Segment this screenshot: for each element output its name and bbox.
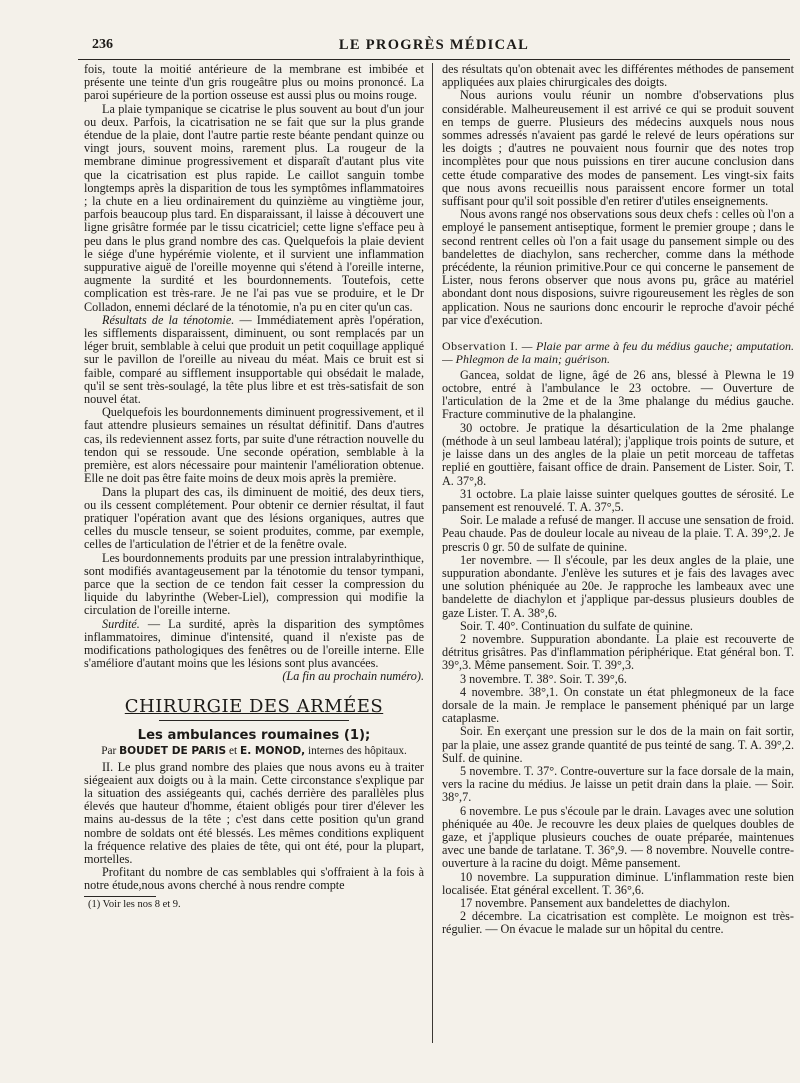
results-text: — Immédiatement après l'opération, les sifflements disparaissent, diminuent, ou sont remplacés par un léger bruit, semblable à celui que produit un petit coquillage appliqué sur le pavillon de l'oreille au niveau du méat. Mais ce bruit est si faible, comparé au sifflement insupportable qui obsédait le malade, qu'il se sent très-soulagé, la tête plus libre et est très-satisfait de son nouvel état. [84,312,424,407]
continued-note: (La fin au prochain numéro). [282,669,424,684]
paragraph-continuation: fois, toute la moitié antérieure de la membrane est imbibée et présente une teinte d'un gris rougeâtre plus ou moins prononcé. La paroi supérieure de la portion osseuse est aussi plus ou moins rouge. [84,63,424,103]
obs-paragraph-6: Soir. T. 40°. Continuation du sulfate de quinine. [460,618,693,633]
page-number: 236 [92,37,113,52]
paragraph-progressive: Quelquefois les bourdonnements diminuent progressivement, et il faut attendre plusieurs semaines un résultat définitif. Dans d'autres cas, ils redeviennent assez forts, par suite d'une rétraction nouvelle du tendon qui se ressoude. Une seconde opération, semblable à la première, est alors nécessaire pour maintenir l'amélioration obtenue. Elle ne doit pas être faite moins de deux mois après la première. [84,405,424,486]
byline-prefix: Par [101,744,117,757]
obs-paragraph-11: 5 novembre. T. 37°. Contre-ouverture sur la face dorsale de la main, vers la racine du médius. Je laisse un petit drain dans la plaie. — Soir. 38°,7. [442,763,794,805]
footnote-rule [84,896,156,897]
obs-paragraph-15: 2 décembre. La cicatrisation est complète. Le moignon est très-régulier. — On évacue le malade sur un hôpital du centre. [442,909,794,937]
observation-label: Observation I. [442,339,519,354]
obs-paragraph-10: Soir. En exerçant une pression sur le dos de la main on fait sortir, par la plaie, une assez grande quantité de pus teinté de sang. T. A. 39°,2. Sulf. de quinine. [442,724,794,765]
surdite-heading: Surdité. [102,616,140,631]
paragraph-article-continuation: Profitant du nombre de cas semblables qui s'offraient à la fois à notre étude,nous avons cherché à nous rendre compte [84,865,424,893]
paragraph-cicatrisation: La plaie tympanique se cicatrise le plus souvent au bout d'un jour ou deux. Parfois, la cicatrisation ne se fait que sur la plus grande étendue de la plaie, dont l'autre partie reste béante pendant quinze ou vingt jours, souvent moins, rarement plus. La rougeur de la membrane diminue progressivement et disparaît d'autant plus vite que la cicatrisation est plus rapide. Le caillot sanguin tombe longtemps après la disparition de tous les symptômes inflammatoires ; la chute en a lieu ordinairement du quinzième au vingtième jour, parfois beaucoup plus tard. En disparaissant, il laisse à découvert une ligne grisâtre formée par le tissu cicatriciel; cette ligne s'efface peu à peu dans le plus grand nombre des cas. Quelquefois la plaie devient le siége d'une hypérémie violente, et il survient une inflammation suppurative aiguë de l'oreille moyenne qui s'étend à l'oreille interne, augmente la surdité et les bourdonnements. Toutefois, cette complication est très-rare. Je ne l'ai pas vue se produire, et le Dr Colladon, ennemi déclaré de la ténotomie, n'a pu en citer qu'un cas. [84,101,424,314]
byline-author-boudet: BOUDET DE PARIS [119,744,227,757]
obs-paragraph-13: 10 novembre. La suppuration diminue. L'inflammation reste bien localisée. Etat général excellent. T. 36°,6. [442,869,794,897]
journal-title: LE PROGRÈS MÉDICAL [338,37,530,53]
obs-paragraph-12: 6 novembre. Le pus s'écoule par le drain. Lavages avec une solution phéniquée au 40e. Je recouvre les deux plaies de quelques doubles de gaze, et j'applique plusieurs couches de ouate préparée, maintenues avec une bande de tarlatane. T. 36°,9. — 8 novembre. Nouvelle contre-ouverture à la racine du doigt. Même pansement. [442,803,794,871]
page-header [78,36,790,60]
paragraph-surdite [84,618,424,671]
paragraph-methods-continuation: des résultats qu'on obtenait avec les différentes méthodes de pansement appliquées aux plaies chirurgicales des doigts. [442,63,794,90]
obs-paragraph-8: 3 novembre. T. 38°. Soir. T. 39°,6. [460,671,627,686]
article-title: Les ambulances roumaines (1); [137,727,371,743]
footnote: (1) Voir les nos 8 et 9. [88,898,181,910]
byline [84,744,424,759]
obs-paragraph-1: Gancea, soldat de ligne, âgé de 26 ans, blessé à Plewna le 19 octobre, entré à l'ambulance le 23 octobre. — Ouverture de l'articulation de la 2me et de la 3me phalange du médius gauche. Fracture comminutive de la phalangine. [442,367,794,422]
paragraph-article-intro: II. Le plus grand nombre des plaies que nous avons eu à traiter siégeaient aux doigts ou à la main. Cette circonstance s'explique par la situation des assiégeants qui, cachés derrière des parallèles plus élevés que hauteur d'homme, étaient obligés pour tirer d'élever les mains au-dessus de la tête ; c'est dans cette position qu'un grand nombre de soldats ont été blessés. Les mêmes conditions expliquent la fréquence relative des plaies de tête, qui ont été, pour la plupart, mortelles. [84,759,424,866]
byline-and: et [228,744,238,757]
paragraph-results [84,314,424,406]
observation-title: — Plaie par arme à feu du médius gauche; amputation. — Phlegmon de la main; guérison. [442,339,794,367]
paragraph-observations-wish: Nous aurions voulu réunir un nombre d'observations plus considérable. Malheureusement il est arrivé ce qui se produit souvent en temps de guerre. Plusieurs des médecins auxquels nous nous sommes adressés n'avaient pas gardé le relevé de leurs opérations sur les doigts ; d'autres ne pouvaient nous fournir que des notes trop incomplètes pour que nous puissions en tirer aucune conclusion dans cette étude comparative des modes de pansement. Les vingt-six faits que nous avons recueillis nous paraissent encore former un total suffisant pour qu'il soit possible d'en retirer d'utiles enseignements. [442,88,794,209]
byline-suffix: internes des hôpitaux. [307,744,407,757]
obs-paragraph-2: 30 octobre. Je pratique la désarticulation de la 2me phalange (méthode à un seul lambeau latéral); j'applique trois points de suture, et je laisse dans un des angles de la plaie un petit morceau de taffetas replié en gouttière, faisant office de drain. Pansement de Lister. Soir, T. A. 37°,8. [442,420,794,488]
obs-paragraph-7: 2 novembre. Suppuration abondante. La plaie est recouverte de détritus grisâtres. Pas d'inflammation périphérique. Etat général bon. T. 39°,3. Même pansement. Soir. T. 39°,3. [442,631,794,673]
surdite-text: — La surdité, après la disparition des symptômes inflammatoires, diminue d'intensité, quand il n'existe pas de modifications pathologiques des fenêtres ou de l'oreille interne. Elle s'améliore d'autant moins que les lésions sont plus avancées. [84,616,424,671]
byline-author-monod: E. MONOD, [239,744,306,757]
obs-paragraph-5: 1er novembre. — Il s'écoule, par les deux angles de la plaie, une suppuration abondante. J'enlève les sutures et je fais des lavages avec une solution phéniquée au 20e. Je rapproche les lambeaux avec une bandelette de diachylon et j'applique par-dessus plusieurs doubles de gaze Lister. T. A. 38°,6. [442,552,794,620]
section-rule [159,720,349,721]
paragraph-complete: Dans la plupart des cas, ils diminuent de moitié, des deux tiers, ou ils cessent complétement. Pour obtenir ce dernier résultat, il faut pratiquer l'opération avant que des lésions organiques, autres que celles du muscle tenseur, se soient produites, comme, par exemple, celles de l'articulation de l'étrier et de la fenêtre ovale. [84,484,424,552]
paragraph-intralabyrinth: Les bourdonnements produits par une pression intralabyrinthique, sont modifiés avantageusement par la ténotomie du tensor tympani, parce que la section de ce tendon fait cesser la compression du liquide du labyrinthe (Weber-Liel), compression qui modifie la circulation de l'oreille interne. [84,550,424,618]
right-column [442,63,794,1063]
obs-paragraph-3: 31 octobre. La plaie laisse suinter quelques gouttes de sérosité. Le pansement est renouvelé. T. A. 37°,5. [442,486,794,514]
section-title: CHIRURGIE DES ARMÉES [124,695,384,717]
observation-heading [442,340,794,367]
obs-paragraph-14: 17 novembre. Pansement aux bandelettes de diachylon. [460,896,731,910]
results-heading: Résultats de la ténotomie. [102,312,235,327]
left-column [84,63,424,1063]
paragraph-classification: Nous avons rangé nos observations sous deux chefs : celles où l'on a employé le pansement antiseptique, forment le premier groupe ; dans le second rentrent celles où l'on a fait usage du pansement simple ou des bandelettes de diachylon, sans rechercher, comme dans la méthode précédente, la réunion primitive.Pour ce qui concerne le pansement de Lister, nous ferons observer que nous avons pu, grâce au matériel abondant dont nous disposions, suivre rigoureusement les règles de son application. Nous ne saurions donc encourir le reproche d'avoir péché par vice d'exécution. [442,207,794,327]
obs-paragraph-9: 4 novembre. 38°,1. On constate un état phlegmoneux de la face dorsale de la main. Je remplace le pansement phéniqué par un large cataplasme. [442,684,794,726]
column-divider [432,63,433,1043]
obs-paragraph-4: Soir. Le malade a refusé de manger. Il accuse une sensation de froid. Peau chaude. Pas de douleur locale au niveau de la plaie. T. A. 39°,2. Je prescris 0 gr. 50 de sulfate de quinine. [442,513,794,554]
